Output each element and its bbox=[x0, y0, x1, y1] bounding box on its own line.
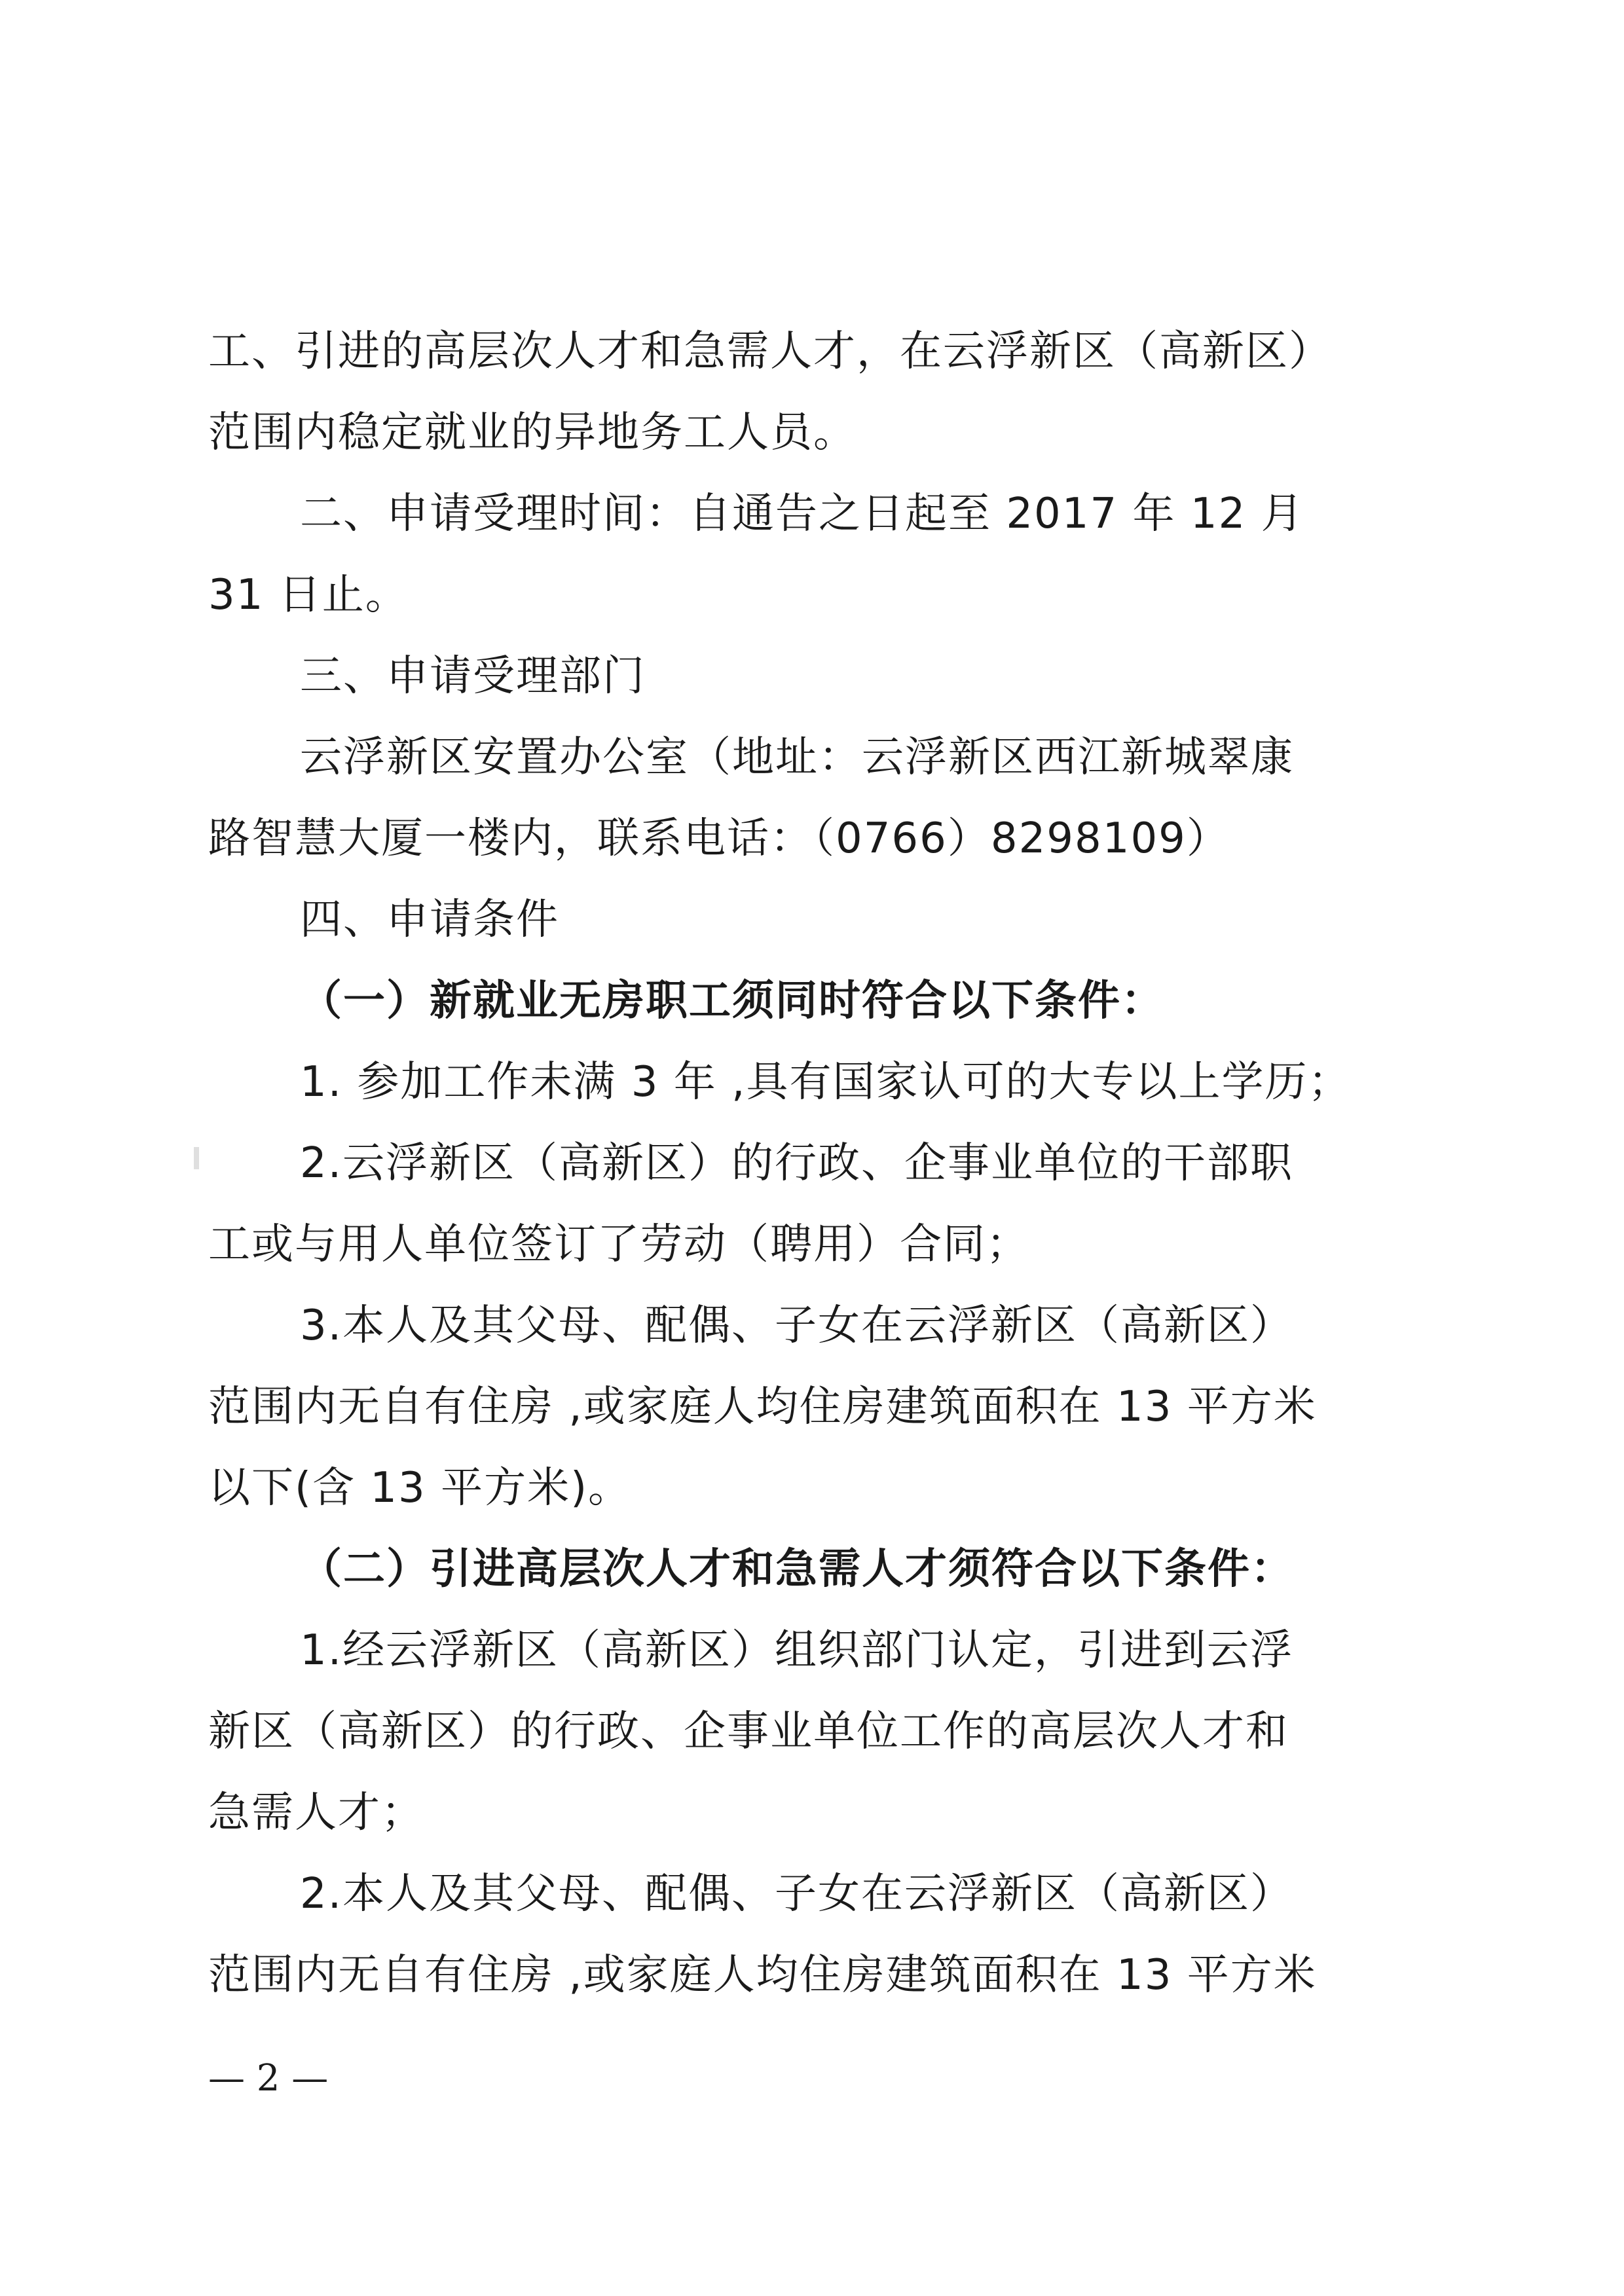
list-item: 2.本人及其父母、配偶、子女在云浮新区（高新区） bbox=[300, 1870, 1294, 1918]
subsection-heading-talent: （二）引进高层次人才和急需人才须符合以下条件： bbox=[300, 1545, 1294, 1594]
page-number: — 2 — bbox=[208, 2057, 329, 2100]
paragraph-line: 范围内稳定就业的异地务工人员。 bbox=[208, 409, 857, 457]
paragraph-line: 工、引进的高层次人才和急需人才，在云浮新区（高新区） bbox=[208, 327, 1332, 376]
section-heading-application-department: 三、申请受理部门 bbox=[300, 652, 646, 701]
paragraph-line: 工或与用人单位签订了劳动（聘用）合同； bbox=[208, 1220, 1029, 1269]
paragraph-line: 31 日止。 bbox=[208, 571, 409, 619]
paragraph-line: 范围内无自有住房 ,或家庭人均住房建筑面积在 13 平方米 bbox=[208, 1951, 1317, 1999]
list-item: 1.经云浮新区（高新区）组织部门认定，引进到云浮 bbox=[300, 1626, 1294, 1675]
paragraph-line: 以下(含 13 平方米)。 bbox=[208, 1464, 632, 1512]
list-item: 1. 参加工作未满 3 年 ,具有国家认可的大专以上学历； bbox=[300, 1058, 1352, 1106]
paragraph-line: 云浮新区安置办公室（地址：云浮新区西江新城翠康 bbox=[300, 733, 1294, 782]
paragraph-line: 范围内无自有住房 ,或家庭人均住房建筑面积在 13 平方米 bbox=[208, 1383, 1317, 1431]
section-heading-application-period: 二、申请受理时间：自通告之日起至 2017 年 12 月 bbox=[300, 490, 1304, 538]
list-item: 2.云浮新区（高新区）的行政、企事业单位的干部职 bbox=[300, 1139, 1294, 1188]
scan-artifact bbox=[194, 1147, 199, 1169]
list-item: 3.本人及其父母、配偶、子女在云浮新区（高新区） bbox=[300, 1302, 1294, 1350]
paragraph-line: 路智慧大厦一楼内，联系电话：（0766）8298109） bbox=[208, 814, 1230, 863]
paragraph-line: 新区（高新区）的行政、企事业单位工作的高层次人才和 bbox=[208, 1707, 1289, 1756]
subsection-heading-new-employees: （一）新就业无房职工须同时符合以下条件： bbox=[300, 977, 1164, 1025]
section-heading-application-conditions: 四、申请条件 bbox=[300, 896, 559, 944]
document-body bbox=[208, 311, 1426, 2016]
paragraph-line: 急需人才； bbox=[208, 1789, 424, 1837]
